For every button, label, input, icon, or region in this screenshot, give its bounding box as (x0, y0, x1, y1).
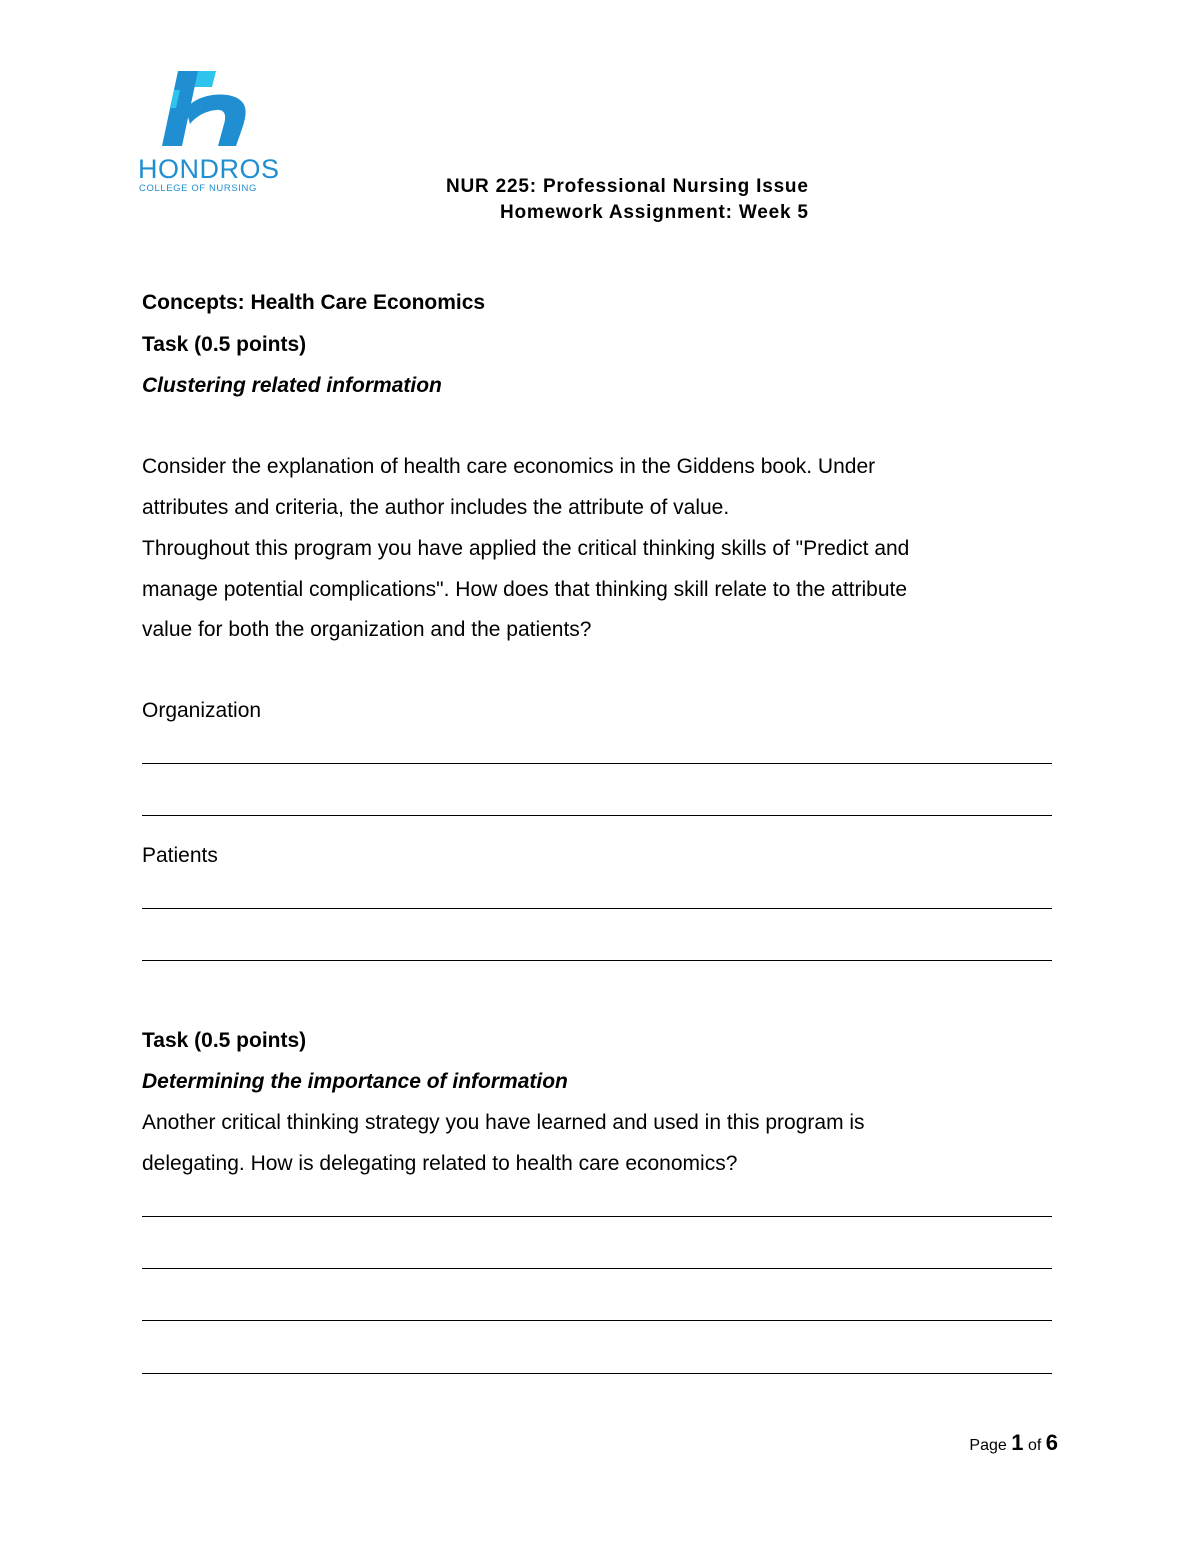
patients-answer-line-2[interactable] (142, 960, 1052, 961)
delegating-answer-line-4[interactable] (142, 1373, 1052, 1374)
assignment-title: Homework Assignment: Week 5 (500, 202, 809, 223)
organization-label: Organization (142, 699, 262, 722)
concepts-heading: Concepts: Health Care Economics (142, 291, 486, 314)
logo-subtitle: COLLEGE OF NURSING (139, 183, 257, 194)
patients-answer-line-1[interactable] (142, 908, 1052, 909)
delegating-answer-line-1[interactable] (142, 1216, 1052, 1217)
paragraph-1-line-1: Consider the explanation of health care economics in the Giddens book. Under (142, 455, 876, 478)
paragraph-1-line-2: attributes and criteria, the author includes the attribute of value. (142, 496, 730, 519)
footer-total-pages: 6 (1045, 1430, 1058, 1455)
paragraph-1-line-4: manage potential complications". How does that thinking skill relate to the attribute (142, 578, 908, 601)
hondros-h-logo-icon (136, 68, 256, 152)
course-title: NUR 225: Professional Nursing Issue (446, 176, 809, 197)
paragraph-1-line-3: Throughout this program you have applied the critical thinking skills of "Predict and (142, 537, 910, 560)
delegating-answer-line-3[interactable] (142, 1320, 1052, 1321)
footer-page-number: 1 (1011, 1430, 1024, 1455)
task-1-subtitle: Clustering related information (142, 374, 442, 397)
page-footer (969, 1430, 1058, 1456)
logo-name: HONDROS (138, 154, 280, 184)
organization-answer-line-2[interactable] (142, 815, 1052, 816)
hondros-logo (136, 68, 292, 198)
paragraph-1-line-5: value for both the organization and the patients? (142, 618, 592, 641)
delegating-answer-line-2[interactable] (142, 1268, 1052, 1269)
footer-of-word: of (1027, 1437, 1042, 1454)
paragraph-2-line-1: Another critical thinking strategy you have learned and used in this program is (142, 1111, 865, 1134)
patients-label: Patients (142, 844, 218, 867)
paragraph-2-line-2: delegating. How is delegating related to health care economics? (142, 1152, 738, 1175)
task-1-heading: Task (0.5 points) (142, 333, 307, 356)
footer-page-word: Page (969, 1437, 1007, 1454)
organization-answer-line-1[interactable] (142, 763, 1052, 764)
task-2-subtitle: Determining the importance of information (142, 1070, 568, 1093)
task-2-heading: Task (0.5 points) (142, 1029, 307, 1052)
